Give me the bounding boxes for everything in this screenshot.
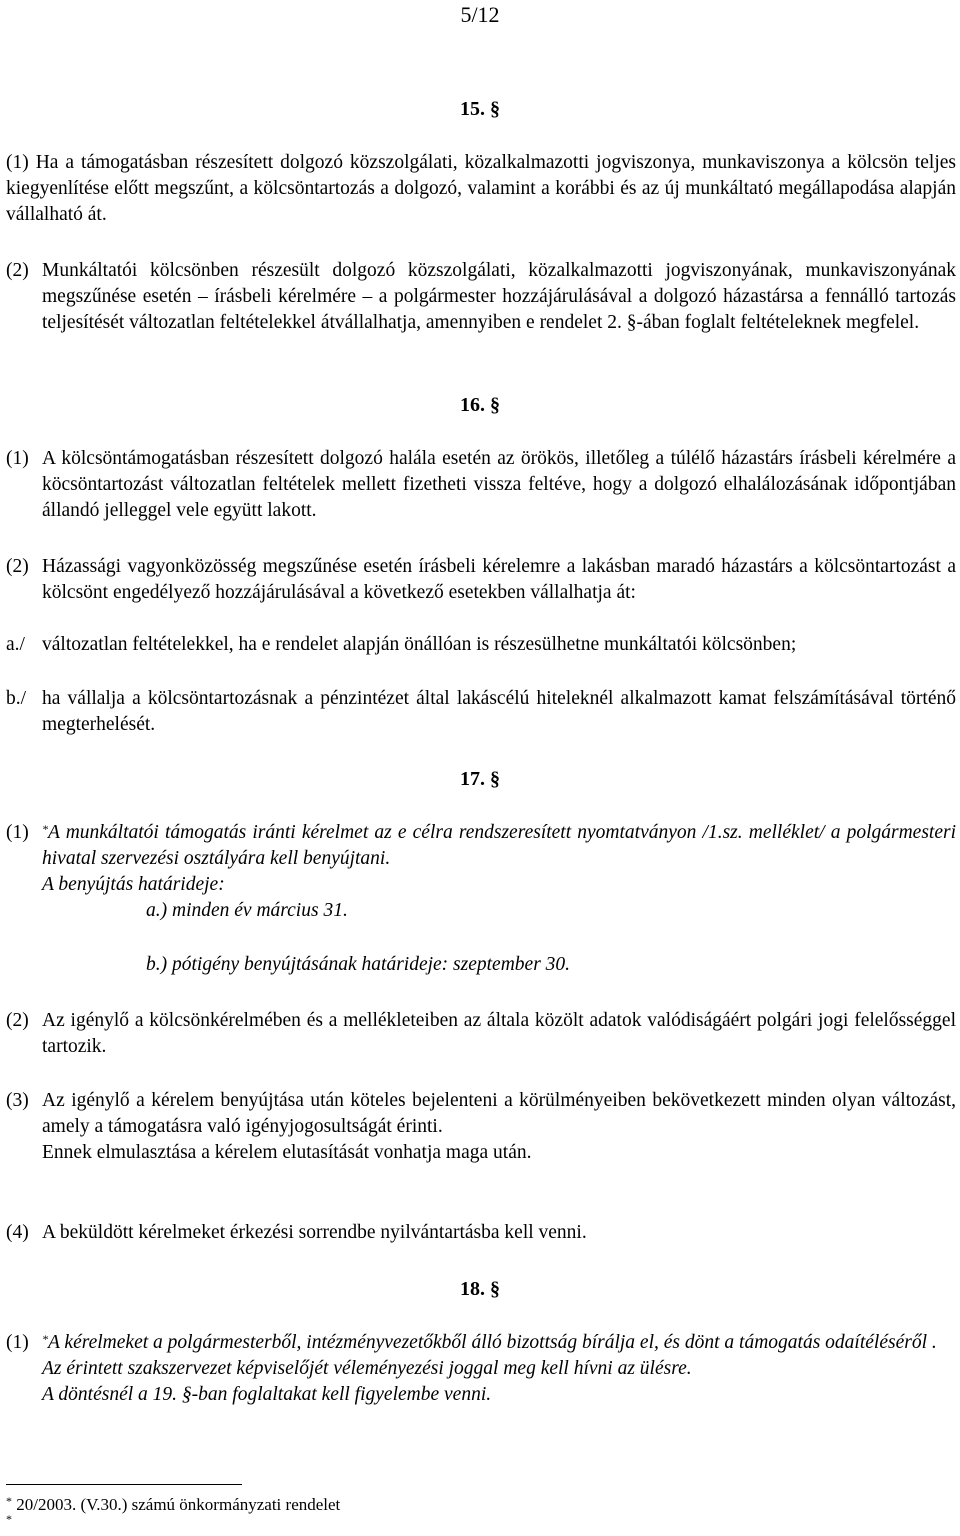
- paragraph-number: (3): [6, 1090, 29, 1111]
- section-16-item-b: [6, 686, 956, 738]
- paragraph-text: Munkáltatói kölcsönben részesült dolgozó közszolgálati, közalkalmazotti jogviszonyának, munkaviszonyának megszűnése esetén – írásbeli kérelmére – a polgármester hozzájárulásával a dolgozó házastársa a fennálló tartozás teljesítését változatlan feltételekkel átvállalhatja, amennyiben e rendelet 2. §-ában foglalt feltételeknek megfelel.: [42, 260, 956, 333]
- footnote-rule: [6, 1484, 242, 1485]
- section-17-paragraph-1: [6, 820, 956, 978]
- section-16-paragraph-2: [6, 554, 956, 606]
- footnote-mark: *: [42, 1332, 48, 1346]
- paragraph-text-3: A döntésnél a 19. §-ban foglaltakat kell figyelembe venni.: [42, 1384, 492, 1405]
- footnote-mark: *: [6, 1494, 12, 1508]
- paragraph-number: (4): [6, 1222, 29, 1243]
- paragraph-number: (2): [6, 260, 29, 281]
- paragraph-number: (1): [6, 822, 29, 843]
- paragraph-number: (2): [6, 1010, 29, 1031]
- item-text: ha vállalja a kölcsöntartozásnak a pénzintézet által lakáscélú hiteleknél alkalmazott kamat felszámításával történő megterhelését.: [42, 688, 956, 735]
- section-heading-15: 15. §: [460, 98, 500, 120]
- section-15-paragraph-2: [6, 258, 956, 336]
- item-label: b./: [6, 688, 27, 709]
- item-label: a./: [6, 634, 25, 655]
- paragraph-text: A munkáltatói támogatás iránti kérelmet az e célra rendszeresített nyomtatványon /1.sz. melléklet/ a polgármesteri hivatal szervezési osztályára kell benyújtani.: [42, 822, 956, 869]
- section-17-paragraph-2: [6, 1008, 956, 1060]
- paragraph-text: Házassági vagyonközösség megszűnése esetén írásbeli kérelemre a lakásban maradó házastárs a kölcsöntartozást a kölcsönt engedélyező hozzájárulásával a következő esetekben vállalhatja át:: [42, 556, 956, 603]
- footnote-text: 20/2003. (V.30.) számú önkormányzati rendelet: [16, 1495, 341, 1514]
- deadline-b: b.) pótigény benyújtásának határideje: szeptember 30.: [146, 954, 571, 975]
- footnote-2: [6, 1510, 12, 1536]
- section-heading-17: 17. §: [460, 768, 500, 790]
- section-16-paragraph-1: [6, 446, 956, 524]
- section-heading-18: 18. §: [460, 1278, 500, 1300]
- section-16-item-a: [6, 632, 956, 658]
- section-18-paragraph-1: [6, 1330, 956, 1408]
- section-17-paragraph-4: [6, 1220, 956, 1246]
- item-text: változatlan feltételekkel, ha e rendelet alapján önállóan is részesülhetne munkáltatói kölcsönben;: [42, 634, 797, 655]
- deadline-label: A benyújtás határideje:: [42, 874, 225, 895]
- deadline-a: a.) minden év március 31.: [146, 900, 348, 921]
- section-17-paragraph-3: [6, 1088, 956, 1166]
- paragraph-number: (1): [6, 1332, 29, 1353]
- page-number: 5/12: [460, 2, 500, 27]
- footnote-mark: *: [42, 822, 48, 836]
- paragraph-text: A kölcsöntámogatásban részesített dolgozó halála esetén az örökös, illetőleg a túlélő házastárs írásbeli kérelmére a köcsöntartozást változatlan feltételek mellett fizetheti vissza feltéve, hogy a dolgozó elhalálozásának időpontjában állandó jelleggel vele együtt lakott.: [42, 448, 956, 521]
- footnote-1: [6, 1492, 340, 1518]
- paragraph-text: Az igénylő a kérelem benyújtása után köteles bejelenteni a körülményeiben bekövetkezett minden olyan változást, amely a támogatásra való igényjogosultságát érinti.: [42, 1090, 956, 1137]
- paragraph-number: (1): [6, 448, 29, 469]
- section-15-paragraph-1: (1) Ha a támogatásban részesített dolgozó közszolgálati, közalkalmazotti jogviszonya, munkaviszonya a kölcsön teljes kiegyenlítése előtt megszűnt, a kölcsöntartozás a dolgozó, valamint a korábbi és az új munkáltató megállapodása alapján vállalható át.: [6, 152, 956, 225]
- paragraph-text-2: Az érintett szakszervezet képviselőjét véleményezési joggal meg kell hívni az ülésre.: [42, 1358, 692, 1379]
- paragraph-text-2: Ennek elmulasztása a kérelem elutasítását vonhatja maga után.: [42, 1142, 532, 1163]
- paragraph-text: A beküldött kérelmeket érkezési sorrendbe nyilvántartásba kell venni.: [42, 1222, 587, 1243]
- footnote-mark: *: [6, 1512, 12, 1526]
- paragraph-text: Az igénylő a kölcsönkérelmében és a mellékleteiben az általa közölt adatok valódiságáért polgári jogi felelősséggel tartozik.: [42, 1010, 956, 1057]
- paragraph-text: A kérelmeket a polgármesterből, intézményvezetőkből álló bizottság bírálja el, és dönt a támogatás odaítéléséről .: [48, 1332, 937, 1353]
- section-heading-16: 16. §: [460, 394, 500, 416]
- paragraph-number: (2): [6, 556, 29, 577]
